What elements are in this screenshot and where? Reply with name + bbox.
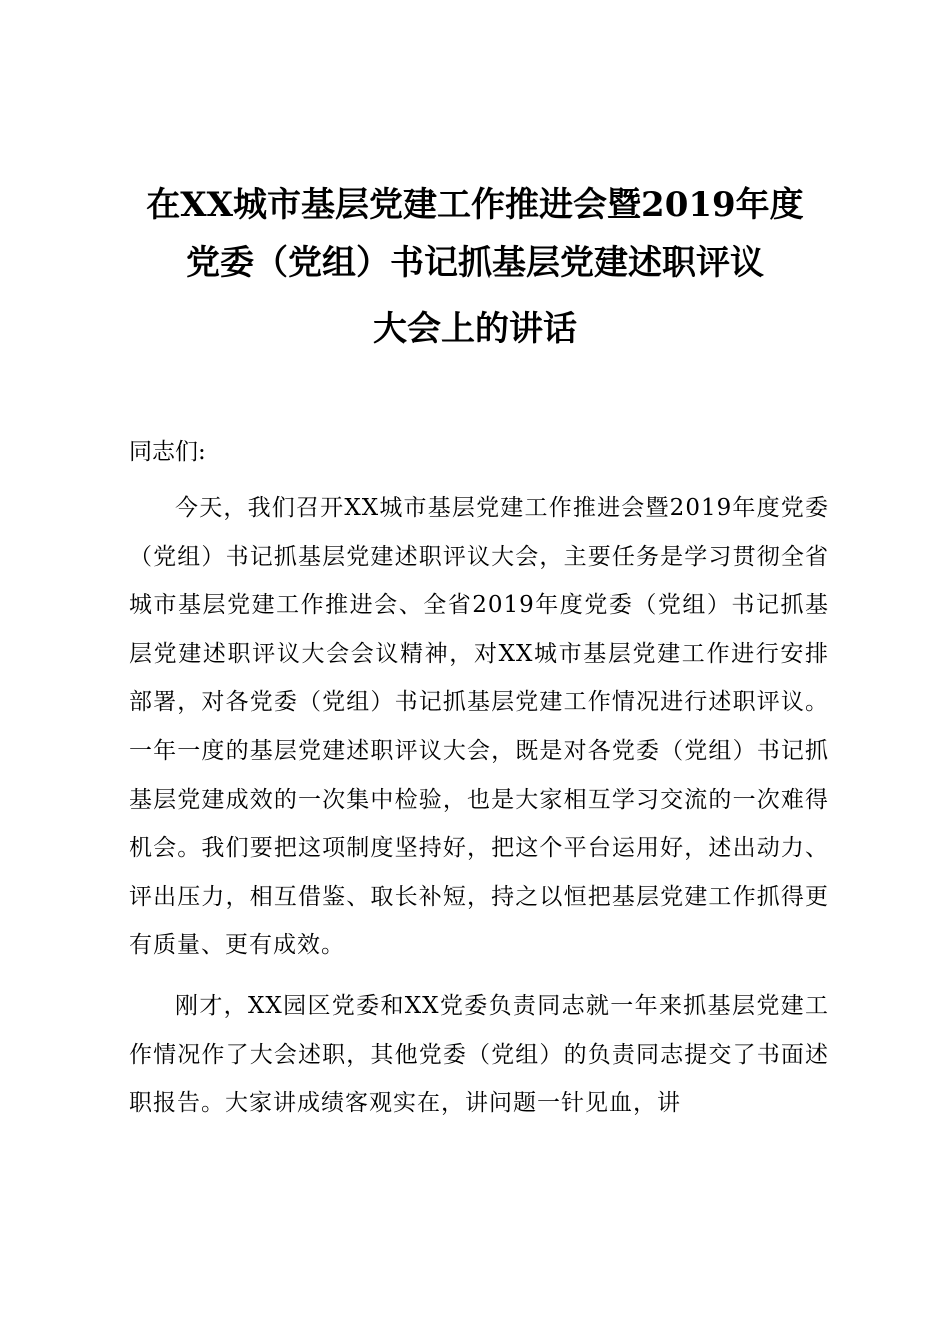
document-title (100, 176, 850, 358)
document-body (129, 428, 829, 1140)
title-line-3: 大会上的讲话 (373, 309, 577, 349)
paragraph-1: 今天，我们召开XX城市基层党建工作推进会暨2019年度党委（党组）书记抓基层党建述职评议大会，主要任务是学习贯彻全省城市基层党建工作推进会、全省2019年度党委（党组）书记抓基层党建述职评议大会会议精神，对XX城市基层党建工作进行安排部署，对各党委（党组）书记抓基层党建工作情况进行述职评议。一年一度的基层党建述职评议大会，既是对各党委（党组）书记抓基层党建成效的一次集中检验，也是大家相互学习交流的一次难得机会。我们要把这项制度坚持好，把这个平台运用好，述出动力、评出压力，相互借鉴、取长补短，持之以恒把基层党建工作抓得更有质量、更有成效。 (129, 495, 829, 959)
salutation: 同志们: (129, 439, 206, 465)
title-line-1: 在XX城市基层党建工作推进会暨2019年度 (146, 185, 804, 225)
title-line-2: 党委（党组）书记抓基层党建述职评议 (186, 243, 764, 283)
paragraph-2: 刚才，XX园区党委和XX党委负责同志就一年来抓基层党建工作情况作了大会述职，其他党委（党组）的负责同志提交了书面述职报告。大家讲成绩客观实在，讲问题一针见血，讲 (129, 992, 829, 1117)
